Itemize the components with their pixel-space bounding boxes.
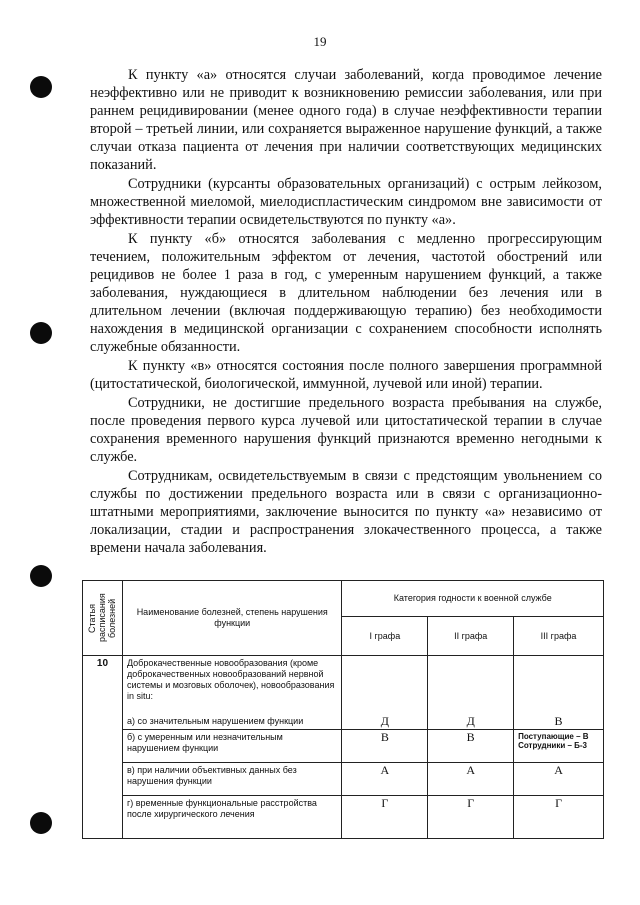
disease-sub-text: а) со значительным нарушением функции	[126, 716, 304, 726]
article-column-header: Статья расписания болезней	[83, 581, 123, 656]
table-header-row	[83, 581, 604, 617]
disease-cell	[122, 656, 342, 730]
table-row	[83, 730, 604, 763]
category-cell: Г	[428, 796, 514, 839]
punch-hole	[30, 76, 52, 98]
disease-main-text: Доброкачественные новообразования (кроме доброкачественных новообразований нервной системы и мозговых оболочек), новообразования in situ:	[126, 658, 335, 701]
table-row	[83, 763, 604, 796]
category-cell: А	[342, 763, 428, 796]
paragraph: К пункту «б» относятся заболевания с медленно прогрессирующим течением, положительным эффектом от лечения, частотой обострений или рецидивов не более 1 раза в год, с умеренным нарушением функций, а также заболевания, нуждающиеся в длительном наблюдении без лечения или в длительном лечении (включая поддерживающую терапию) без необходимости нахождения в медицинской организации с сохранением способности исполнять служебные обязанности.	[90, 231, 602, 355]
article-number: 10	[83, 656, 123, 839]
category-cell: А	[514, 763, 604, 796]
category-cell: Д	[428, 656, 514, 730]
document-body	[90, 66, 602, 558]
table-row	[83, 656, 604, 730]
column-header-g2: II графа	[428, 617, 514, 656]
table-row	[83, 796, 604, 839]
disease-column-header: Наименование болезней, степень нарушения функции	[122, 581, 342, 656]
category-cell: В	[514, 656, 604, 730]
category-cell: Г	[514, 796, 604, 839]
punch-hole	[30, 565, 52, 587]
category-employees: Сотрудники – Б-3	[518, 741, 587, 750]
category-cell: В	[428, 730, 514, 763]
category-cell: Г	[342, 796, 428, 839]
disease-cell: б) с умеренным или незначительным нарушением функции	[122, 730, 342, 763]
punch-hole	[30, 812, 52, 834]
category-cell: А	[428, 763, 514, 796]
paragraph: К пункту «в» относятся состояния после полного завершения программной (цитостатической, биологической, иммунной, лучевой или иной) терапии.	[90, 358, 602, 392]
category-column-header: Категория годности к военной службе	[342, 581, 604, 617]
punch-hole	[30, 322, 52, 344]
paragraph: Сотрудники (курсанты образовательных организаций) с острым лейкозом, множественной миеломой, миелодиспластическим синдромом вне зависимости от эффективности терапии освидетельствуются по пункту «а».	[90, 176, 602, 228]
fitness-category-table	[82, 580, 604, 839]
category-cell	[514, 730, 604, 763]
column-header-g3: III графа	[514, 617, 604, 656]
disease-cell: в) при наличии объективных данных без нарушения функции	[122, 763, 342, 796]
paragraph: К пункту «а» относятся случаи заболеваний, когда проводимое лечение неэффективно или не приводит к возникновению ремиссии заболевания, или при раннем рецидивировании (менее одного года) в случае неэффективности терапии второй – третьей линии, или сохраняется выраженное нарушение функций, а также случаи отказа пациента от лечения при наличии соответствующих медицинских показаний.	[90, 67, 602, 173]
paragraph: Сотрудникам, освидетельствуемым в связи с предстоящим увольнением со службы по достижении предельного возраста или в связи с организационно-штатными мероприятиями, заключение выносится по пункту «а» независимо от локализации, стадии и распространения злокачественного процесса, а также времени начала заболевания.	[90, 468, 602, 556]
disease-cell: г) временные функциональные расстройства после хирургического лечения	[122, 796, 342, 839]
category-cell: В	[342, 730, 428, 763]
page-number: 19	[313, 34, 327, 49]
column-header-g1: I графа	[342, 617, 428, 656]
category-cell: Д	[342, 656, 428, 730]
paragraph: Сотрудники, не достигшие предельного возраста пребывания на службе, после проведения первого курса лучевой или цитостатической терапии в случае сохранения временного нарушения функций признаются временно негодными к службе.	[90, 395, 602, 465]
category-applicants: Поступающие – В	[518, 732, 589, 741]
